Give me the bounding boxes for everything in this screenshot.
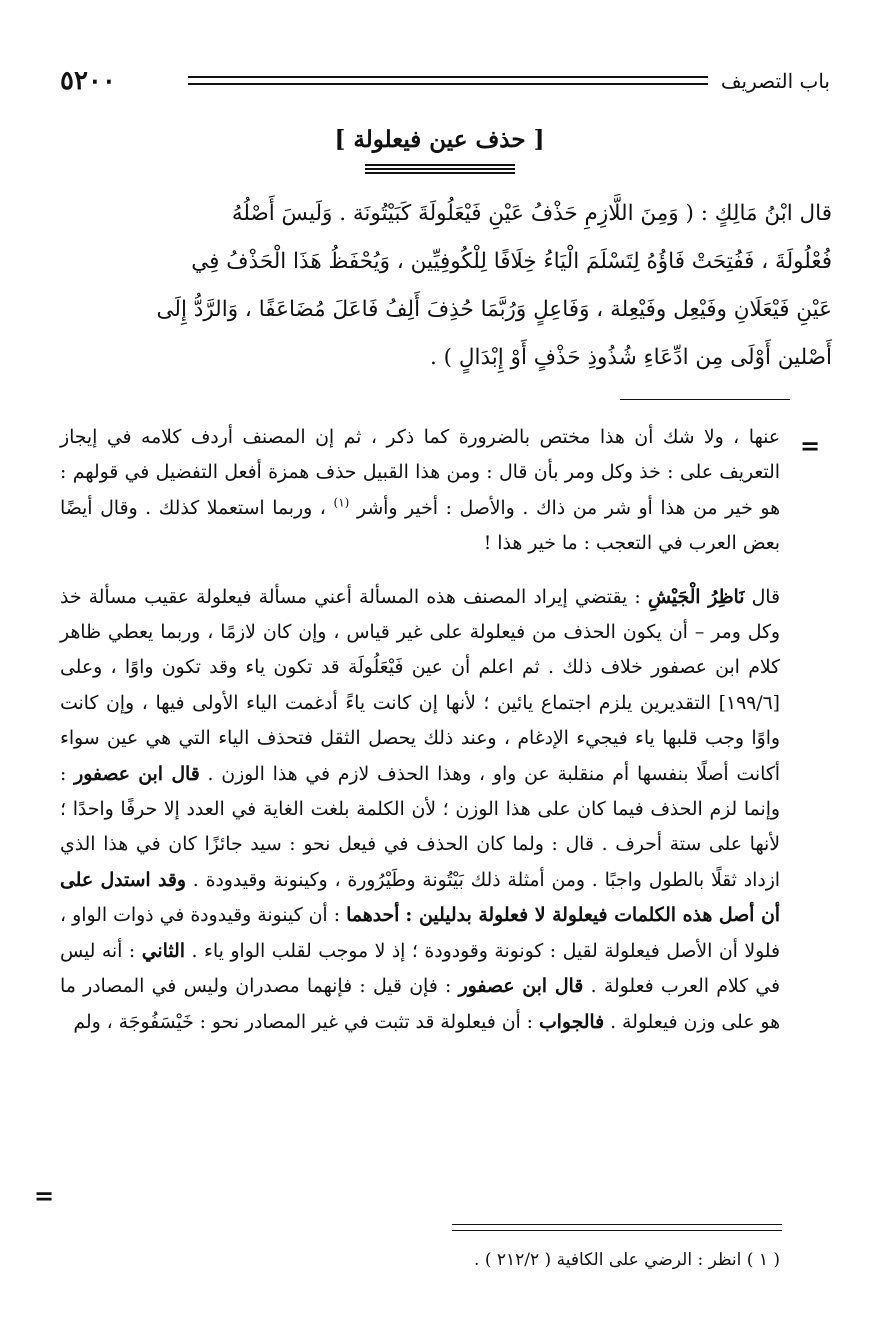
commentary-text: ، وربما استعملا كذلك . وقال أيضًا بعض العرب في التعجب : ما خير هذا ! [60, 497, 780, 555]
section-title: باب التصريف [720, 69, 830, 93]
verse-line: قال ابْنُ مَالِكٍ : ( وَمِنَ اللَّازِمِ حَذْفُ عَيْنِ فَيْعَلُولَةَ كَبَيْتُونَة . وَلَيسَ أَصْلُهُ [231, 201, 832, 226]
bold-citation: أحدهما [346, 904, 400, 927]
continued-to-marker: = [34, 1181, 55, 1210]
verse-block [60, 190, 832, 382]
bold-citation: فالجواب [538, 1010, 605, 1033]
header-rule [188, 76, 708, 85]
footnote: ( ١ ) انظر : الرضي على الكافية ( ٢١٢/٢ ) . [474, 1250, 780, 1270]
heading-underline [365, 164, 515, 174]
page-number: ٥٢٠٠ [60, 66, 116, 96]
commentary-paragraph [60, 420, 780, 562]
bold-citation: وقد استدل على أن أصل هذه الكلمات فيعلولة لا فعلولة بدليلين : [60, 868, 780, 927]
commentary-text: : يقتضي إيراد المصنف هذه المسألة أعني مسألة فيعلولة عقيب مسألة خذ وكل ومر – أن يكون الحذف من فيعلولة على غير قياس ، وإن كان لازمًا ، وربما يعطي ظاهر كلام ابن عصفور خلاف ذلك . ثم اعلم أن عين فَيْعَلُولَة قد تكون ياء وقد تكون واوًا ، وعلى [١٩٩/٦] التقديرين يلزم اجتماع يائين ؛ لأنها إن كانت ياءً أدغمت الياء الأولى فيها ، وإن كانت واوًا وجب قلبها ياء فيجيء الإدغام ، وعند ذلك يحصل الثقل فتحذف الياء التي هي عين سواء أكانت أصلًا بنفسها أم منقلبة عن واو ، وهذا الحذف لازم في هذا الوزن . [60, 586, 780, 785]
footnote-ref[interactable]: (١) [333, 495, 350, 510]
bold-citation: قال ابن عصفور [74, 762, 200, 785]
commentary-text: : أنه ليس في كلام العرب فعلولة . [60, 940, 780, 998]
author-name: نَاظِرُ الْجَيْشِ [647, 585, 745, 608]
commentary-text: : وإنما لزم الحذف فيما كان على هذا الوزن ؛ لأن الكلمة بلغت الغاية في العدد إلا حرفًا واحدًا ؛ لأنها على ستة أحرف . قال : ولما كان الحذف في فيعل نحو : سيد جائزًا كان في هذا الذي ازداد ثقلًا بالطول واجبًا . ومن أمثلة ذلك بَيْتُونة وطَيْرُورة ، وكينونة وقيدودة . [60, 763, 780, 891]
commentary-paragraph [60, 580, 780, 1040]
continued-from-marker: = [800, 431, 821, 460]
commentary-text: : أن فيعلولة قد تثبت في غير المصادر نحو : خَيْسَفُوجَة ، ولم [73, 1011, 539, 1033]
verse-line: عَيْنِ فَيْعَلَانِ وفَيْعِل وفَيْعِلة ، وَفَاعِلٍ وَرُبَّمَا حُذِفَ أَلِفُ فَاعَلَ مُضَاعَفًا ، وَالرَّدُّ إِلَى [156, 297, 832, 322]
commentary-text: عنها ، ولا شك أن هذا مختص بالضرورة كما ذكر ، ثم إن المصنف أردف كلامه في إيجاز التعريف على : خذ وكل ومر بأن قال : ومن هذا القبيل حذف همزة أفعل التفضيل في قولهم : هو خير من هذا أو شر من ذاك . والأصل : أخير وأشر [60, 427, 780, 519]
commentary-body [60, 420, 780, 1040]
section-divider [620, 399, 790, 400]
footnote-rule [452, 1224, 782, 1231]
footnotes [60, 1246, 780, 1274]
verse-line: فُعْلُولَةَ ، فَفُتِحَتْ فَاؤُهُ لِتَسْلَمَ الْيَاءُ خِلَافًا لِلْكُوفِيِّين ، وَيُحْفَظُ هَذَا الْحَذْفُ فِي [191, 249, 832, 274]
bold-citation: قال ابن عصفور [458, 975, 584, 998]
running-header [60, 66, 830, 96]
bold-citation: الثاني [141, 939, 185, 962]
chapter-heading [0, 120, 879, 176]
commentary-text: قال [744, 586, 780, 608]
verse-line: أَصْلين أَوْلَى مِن ادِّعَاءِ شُذُوذِ حَذْفٍ أَوْ إِبْدَالٍ ) . [430, 345, 832, 370]
heading-text: [ حذف عين فيعلولة ] [334, 126, 545, 153]
commentary-text: : فإن قيل : فإنهما مصدران وليس في المصادر ما هو على وزن فيعلولة . [60, 976, 780, 1033]
commentary-text: : أن كينونة وقيدودة في ذوات الواو ، فلولا أن الأصل فيعلولة لقيل : كونونة وقودودة ؛ إذ لا موجب لقلب الواو ياء . [60, 905, 780, 962]
